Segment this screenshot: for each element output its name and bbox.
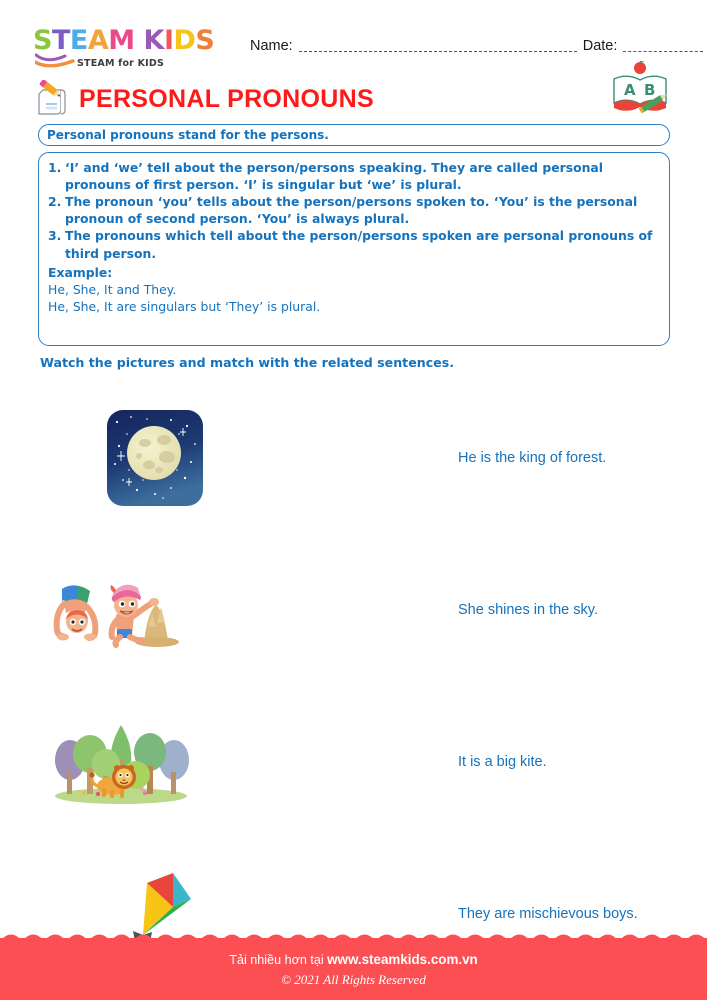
example-label: Example: bbox=[48, 264, 113, 280]
match-sentence[interactable]: She shines in the sky. bbox=[458, 602, 598, 618]
page-header bbox=[0, 0, 707, 76]
definition-text: Personal pronouns stand for the persons. bbox=[47, 128, 329, 142]
page-title: PERSONAL PRONOUNS bbox=[79, 84, 374, 113]
logo-tagline: STEAM for KIDS bbox=[77, 58, 165, 69]
rule-text: The pronoun ‘you’ tells about the person/persons spoken to. ‘You’ is the personal pronoun of second person. ‘You’ is always plural. bbox=[65, 194, 638, 227]
steam-kids-logo bbox=[33, 25, 228, 69]
name-label: Name: bbox=[250, 38, 293, 54]
instruction-text: Watch the pictures and match with the related sentences. bbox=[40, 355, 455, 370]
match-sentence[interactable]: He is the king of forest. bbox=[458, 450, 607, 466]
svg-text:A: A bbox=[624, 81, 636, 99]
name-date-fields bbox=[250, 38, 690, 54]
picture-cell[interactable] bbox=[40, 534, 270, 686]
abc-book-apple-pencil-icon bbox=[611, 61, 669, 113]
footer-copyright: © 2021 All Rights Reserved bbox=[281, 972, 426, 987]
date-input[interactable] bbox=[623, 39, 703, 52]
definition-box bbox=[38, 124, 670, 146]
rule-text: The pronouns which tell about the person/persons spoken are personal pronouns of third person. bbox=[65, 228, 653, 261]
moon-night-sky-image[interactable] bbox=[107, 410, 203, 506]
match-sentence[interactable]: They are mischievous boys. bbox=[458, 906, 638, 922]
scallop-edge-decoration bbox=[0, 929, 707, 949]
name-input[interactable] bbox=[299, 39, 577, 52]
lion-in-forest-image[interactable] bbox=[50, 720, 192, 804]
example-line: He, She, It and They. bbox=[48, 281, 177, 297]
title-row bbox=[33, 80, 374, 118]
rule-number: 1. bbox=[48, 160, 62, 175]
svg-text:B: B bbox=[644, 81, 656, 99]
logo-swoosh-icon bbox=[35, 51, 75, 69]
footer-site-url[interactable]: www.steamkids.com.vn bbox=[327, 952, 478, 967]
two-mischievous-boys-image[interactable] bbox=[44, 569, 192, 651]
rule-item bbox=[48, 227, 659, 261]
footer-site-line bbox=[0, 952, 707, 967]
rules-box bbox=[38, 152, 670, 346]
logo-wordmark: STEAM KIDS bbox=[33, 25, 215, 56]
rule-item bbox=[48, 193, 659, 227]
match-row bbox=[0, 686, 707, 838]
match-row bbox=[0, 382, 707, 534]
example-line: He, She, It are singulars but ‘They’ is plural. bbox=[48, 298, 321, 314]
matching-exercise bbox=[0, 382, 707, 990]
rule-number: 2. bbox=[48, 194, 62, 210]
picture-cell[interactable] bbox=[40, 382, 270, 534]
footer-prefix: Tải nhiều hơn tại bbox=[229, 953, 328, 967]
notepad-pencil-icon bbox=[33, 80, 71, 118]
rule-number: 3. bbox=[48, 228, 62, 244]
match-row bbox=[0, 534, 707, 686]
page-footer bbox=[0, 938, 707, 1000]
match-sentence[interactable]: It is a big kite. bbox=[458, 754, 547, 770]
date-label: Date: bbox=[582, 38, 618, 54]
rule-text: ‘I’ and ‘we’ tell about the person/persons speaking. They are called personal pronouns of first person. ‘I’ is singular but ‘we’ is plural. bbox=[65, 160, 604, 193]
rule-item bbox=[48, 159, 659, 193]
picture-cell[interactable] bbox=[40, 686, 270, 838]
